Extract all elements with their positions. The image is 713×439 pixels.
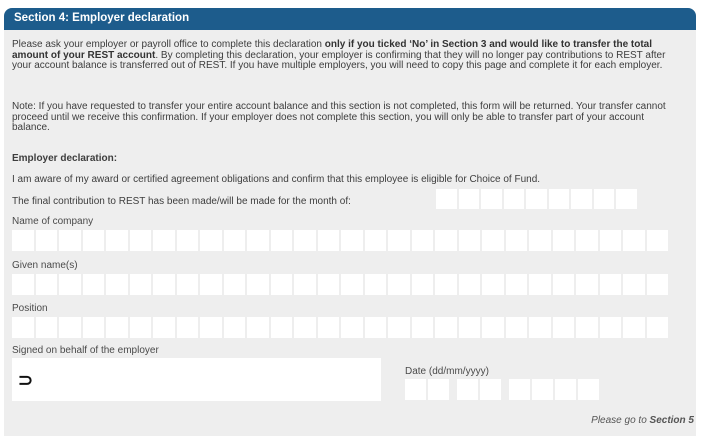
position-char-box[interactable]: [59, 317, 81, 338]
company-char-box[interactable]: [341, 230, 363, 251]
position-char-box[interactable]: [529, 317, 551, 338]
given-names-char-box[interactable]: [412, 274, 434, 295]
position-char-box[interactable]: [435, 317, 457, 338]
company-char-box[interactable]: [553, 230, 575, 251]
position-char-box[interactable]: [647, 317, 669, 338]
given-names-char-box[interactable]: [506, 274, 528, 295]
company-char-box[interactable]: [365, 230, 387, 251]
company-char-box[interactable]: [318, 230, 340, 251]
given-names-char-box[interactable]: [224, 274, 246, 295]
position-char-box[interactable]: [576, 317, 598, 338]
company-input[interactable]: [12, 230, 668, 251]
given-names-char-box[interactable]: [318, 274, 340, 295]
month-char-box[interactable]: [504, 189, 525, 209]
position-char-box[interactable]: [12, 317, 34, 338]
given-names-char-box[interactable]: [600, 274, 622, 295]
date-char-box[interactable]: [480, 379, 501, 400]
company-char-box[interactable]: [529, 230, 551, 251]
date-char-box[interactable]: [532, 379, 553, 400]
company-char-box[interactable]: [388, 230, 410, 251]
given-names-char-box[interactable]: [341, 274, 363, 295]
intro-paragraph: [12, 40, 684, 72]
given-names-char-box[interactable]: [576, 274, 598, 295]
position-char-box[interactable]: [553, 317, 575, 338]
position-char-box[interactable]: [106, 317, 128, 338]
company-char-box[interactable]: [200, 230, 222, 251]
position-char-box[interactable]: [294, 317, 316, 338]
month-input[interactable]: [436, 189, 637, 209]
company-char-box[interactable]: [294, 230, 316, 251]
date-separator: [503, 379, 507, 400]
position-char-box[interactable]: [36, 317, 58, 338]
company-char-box[interactable]: [412, 230, 434, 251]
declaration-statement: I am aware of my award or certified agreement obligations and confirm that this employee is eligible for Choice of Fund.: [12, 174, 541, 185]
company-char-box[interactable]: [36, 230, 58, 251]
position-char-box[interactable]: [600, 317, 622, 338]
date-char-box[interactable]: [457, 379, 478, 400]
position-label: Position: [12, 303, 48, 314]
given-names-char-box[interactable]: [271, 274, 293, 295]
signed-label: Signed on behalf of the employer: [12, 345, 159, 356]
month-char-box[interactable]: [616, 189, 637, 209]
employer-declaration-section: [4, 8, 696, 436]
given-names-char-box[interactable]: [459, 274, 481, 295]
next-section-ref: Section 5: [649, 415, 694, 426]
company-char-box[interactable]: [177, 230, 199, 251]
position-char-box[interactable]: [247, 317, 269, 338]
given-names-char-box[interactable]: [177, 274, 199, 295]
given-names-char-box[interactable]: [106, 274, 128, 295]
position-char-box[interactable]: [83, 317, 105, 338]
month-char-box[interactable]: [526, 189, 547, 209]
company-char-box[interactable]: [271, 230, 293, 251]
intro-text-continued: . By completing this declaration, your employer is confirming that they will no longer pay contributions to REST after your account balance is transferred out of REST. If you have multiple employers, you will need to copy this page and complete it for each employer.: [12, 49, 666, 72]
intro-text: Please ask your employer or payroll office to complete this declaration: [12, 39, 325, 50]
intro-bold-text: only if you ticked ‘No’ in Section 3 and would like to transfer the total amount of your REST account: [12, 39, 653, 61]
position-char-box[interactable]: [506, 317, 528, 338]
date-char-box[interactable]: [509, 379, 530, 400]
position-char-box[interactable]: [153, 317, 175, 338]
company-char-box[interactable]: [647, 230, 669, 251]
company-char-box[interactable]: [130, 230, 152, 251]
position-input[interactable]: [12, 317, 668, 338]
month-char-box[interactable]: [594, 189, 615, 209]
date-char-box[interactable]: [578, 379, 599, 400]
given-names-char-box[interactable]: [200, 274, 222, 295]
date-char-box[interactable]: [428, 379, 449, 400]
company-char-box[interactable]: [106, 230, 128, 251]
given-names-char-box[interactable]: [247, 274, 269, 295]
given-names-char-box[interactable]: [388, 274, 410, 295]
company-char-box[interactable]: [576, 230, 598, 251]
next-section-text: Please go to: [591, 415, 650, 426]
company-char-box[interactable]: [83, 230, 105, 251]
company-char-box[interactable]: [247, 230, 269, 251]
month-char-box[interactable]: [549, 189, 570, 209]
position-char-box[interactable]: [412, 317, 434, 338]
position-char-box[interactable]: [177, 317, 199, 338]
signature-field[interactable]: [12, 358, 381, 401]
given-names-input[interactable]: [12, 274, 668, 295]
company-char-box[interactable]: [623, 230, 645, 251]
month-char-box[interactable]: [459, 189, 480, 209]
company-char-box[interactable]: [12, 230, 34, 251]
given-names-char-box[interactable]: [529, 274, 551, 295]
given-names-char-box[interactable]: [153, 274, 175, 295]
given-names-char-box[interactable]: [553, 274, 575, 295]
sign-here-arrow-icon: ⊃: [18, 370, 34, 390]
date-input[interactable]: [405, 379, 599, 400]
section-title: Section 4: Employer declaration: [14, 12, 190, 24]
date-label: Date (dd/mm/yyyy): [405, 366, 489, 377]
company-char-box[interactable]: [435, 230, 457, 251]
given-names-char-box[interactable]: [130, 274, 152, 295]
month-char-box[interactable]: [481, 189, 502, 209]
position-char-box[interactable]: [318, 317, 340, 338]
given-names-char-box[interactable]: [482, 274, 504, 295]
final-contribution-label: The final contribution to REST has been made/will be made for the month of:: [12, 196, 351, 207]
position-char-box[interactable]: [623, 317, 645, 338]
position-char-box[interactable]: [341, 317, 363, 338]
section-header: [4, 8, 696, 30]
next-section-note: [591, 415, 694, 426]
declaration-heading: Employer declaration:: [12, 153, 118, 164]
company-char-box[interactable]: [459, 230, 481, 251]
given-names-char-box[interactable]: [36, 274, 58, 295]
company-char-box[interactable]: [482, 230, 504, 251]
position-char-box[interactable]: [482, 317, 504, 338]
position-char-box[interactable]: [459, 317, 481, 338]
given-names-char-box[interactable]: [294, 274, 316, 295]
month-char-box[interactable]: [571, 189, 592, 209]
position-char-box[interactable]: [224, 317, 246, 338]
company-char-box[interactable]: [506, 230, 528, 251]
date-char-box[interactable]: [555, 379, 576, 400]
given-names-label: Given name(s): [12, 260, 78, 271]
company-char-box[interactable]: [224, 230, 246, 251]
company-char-box[interactable]: [59, 230, 81, 251]
given-names-char-box[interactable]: [59, 274, 81, 295]
position-char-box[interactable]: [130, 317, 152, 338]
given-names-char-box[interactable]: [623, 274, 645, 295]
given-names-char-box[interactable]: [365, 274, 387, 295]
given-names-char-box[interactable]: [83, 274, 105, 295]
note-paragraph: Note: If you have requested to transfer your entire account balance and this section is not completed, this form will be returned. Your transfer cannot proceed until we receive this confirmation. If your employer does not complete this section, you will only be able to transfer part of your account balance.: [12, 101, 666, 134]
company-label: Name of company: [12, 216, 94, 227]
position-char-box[interactable]: [388, 317, 410, 338]
date-char-box[interactable]: [405, 379, 426, 400]
date-separator: [451, 379, 455, 400]
company-char-box[interactable]: [600, 230, 622, 251]
company-char-box[interactable]: [153, 230, 175, 251]
position-char-box[interactable]: [365, 317, 387, 338]
given-names-char-box[interactable]: [435, 274, 457, 295]
given-names-char-box[interactable]: [12, 274, 34, 295]
position-char-box[interactable]: [271, 317, 293, 338]
position-char-box[interactable]: [200, 317, 222, 338]
month-char-box[interactable]: [436, 189, 457, 209]
given-names-char-box[interactable]: [647, 274, 669, 295]
